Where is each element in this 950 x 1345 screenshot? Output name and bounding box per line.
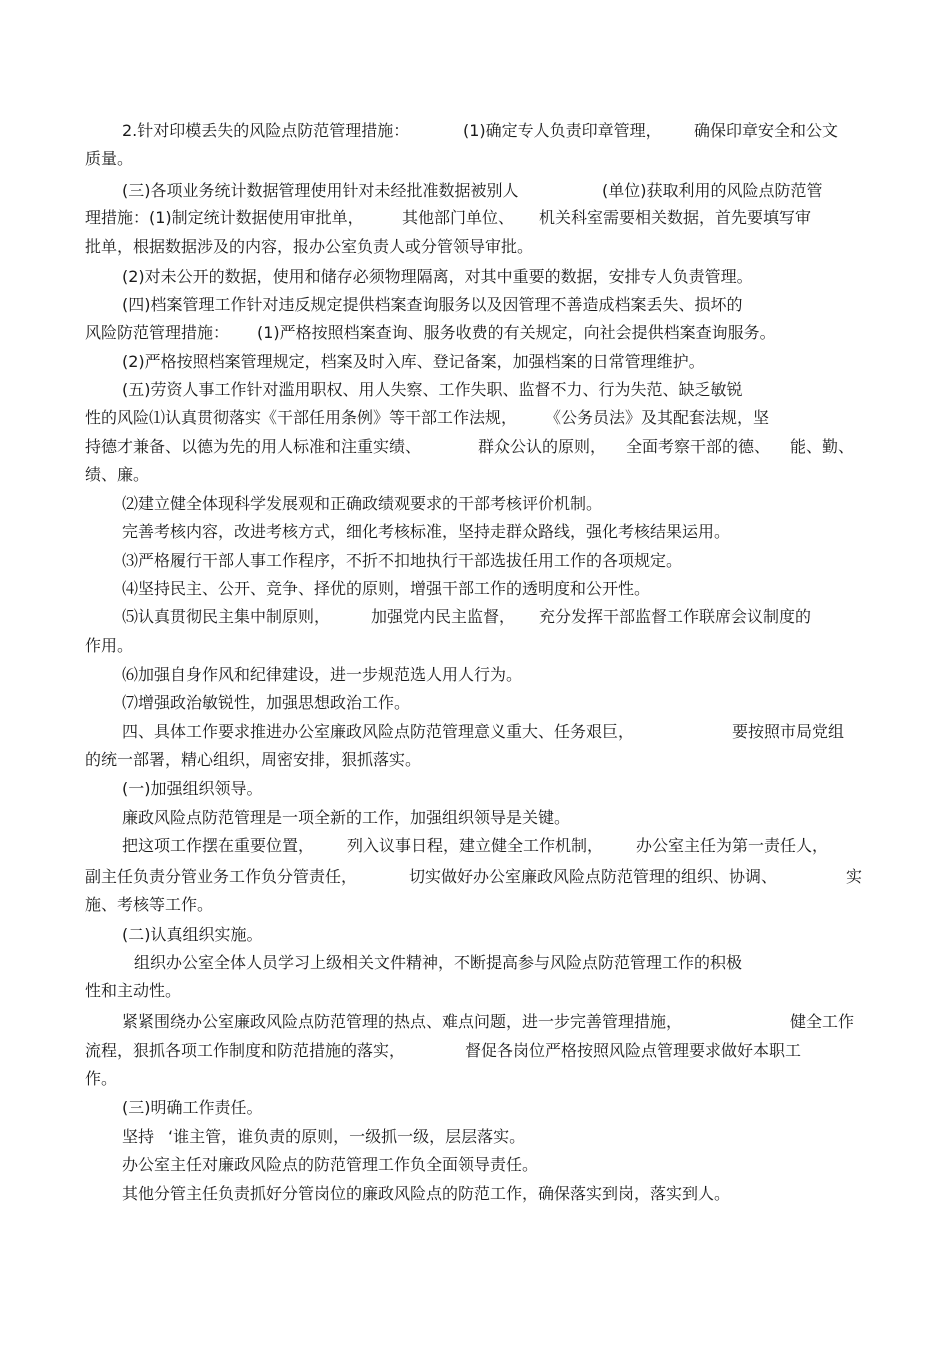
text-run: 完善考核内容，改进考核方式，细化考核标准，坚持走群众路线，强化考核结果运用。 bbox=[122, 522, 731, 541]
text-run: 群众公认的原则， bbox=[478, 437, 607, 456]
text-run: 能、勤、 bbox=[790, 437, 855, 456]
text-run: ⑶严格履行干部人事工作程序，不折不扣地执行干部选拔任用工作的各项规定。 bbox=[122, 551, 683, 570]
paragraph-line bbox=[0, 1154, 950, 1176]
text-run: (2)严格按照档案管理规定，档案及时入库、登记备案，加强档案的日常管理维护。 bbox=[122, 352, 705, 371]
text-run: 持德才兼备、以德为先的用人标准和注重实绩、 bbox=[85, 437, 422, 456]
paragraph-line bbox=[0, 952, 950, 974]
text-run: ⑵建立健全体现科学发展观和正确政绩观要求的干部考核评价机制。 bbox=[122, 494, 603, 513]
paragraph-line bbox=[0, 606, 950, 628]
text-run: 四、具体工作要求推进办公室廉政风险点防范管理意义重大、任务艰巨， bbox=[122, 722, 635, 741]
paragraph-line bbox=[0, 266, 950, 288]
text-run: ⑷坚持民主、公开、竞争、择优的原则，增强干部工作的透明度和公开性。 bbox=[122, 579, 651, 598]
text-run: ⑹加强自身作风和纪律建设，进一步规范选人用人行为。 bbox=[122, 665, 523, 684]
paragraph-line bbox=[0, 120, 950, 142]
text-run: 其他部门单位、 bbox=[402, 208, 515, 227]
text-run: 加强党内民主监督， bbox=[371, 607, 516, 626]
text-run: 作。 bbox=[85, 1069, 118, 1088]
text-run: 副主任负责分管业务工作负分管责任， bbox=[85, 867, 358, 886]
paragraph-line bbox=[0, 1183, 950, 1205]
text-run: (1)确定专人负责印章管理， bbox=[463, 121, 662, 140]
text-run: 质量。 bbox=[85, 149, 134, 168]
text-run: (三)明确工作责任。 bbox=[122, 1098, 263, 1117]
text-run: (三)各项业务统计数据管理使用针对未经批准数据被别人 bbox=[122, 181, 519, 200]
paragraph-line bbox=[0, 521, 950, 543]
paragraph-line bbox=[0, 664, 950, 686]
text-run: 批单，根据数据涉及的内容，报办公室负责人或分管领导审批。 bbox=[85, 237, 534, 256]
text-run: 流程，狠抓各项工作制度和防范措施的落实， bbox=[85, 1041, 406, 1060]
text-run: (二)认真组织实施。 bbox=[122, 925, 263, 944]
text-run: (单位)获取利用的风险点防范管 bbox=[602, 181, 823, 200]
text-run: 坚持 bbox=[122, 1127, 155, 1146]
paragraph-line bbox=[0, 294, 950, 316]
text-run: 组织办公室全体人员学习上级相关文件精神，不断提高参与风险点防范管理工作的积极 bbox=[134, 953, 743, 972]
paragraph-line bbox=[0, 351, 950, 373]
text-run: 实 bbox=[846, 867, 863, 886]
paragraph-line bbox=[0, 835, 950, 857]
paragraph-line bbox=[0, 207, 950, 229]
text-run: 切实做好办公室廉政风险点防范管理的组织、协调、 bbox=[409, 867, 778, 886]
paragraph-line bbox=[0, 894, 950, 916]
text-run: ‘谁主管，谁负责的原则，一级抓一级，层层落实。 bbox=[168, 1127, 526, 1146]
text-run: 理措施：(1)制定统计数据使用审批单， bbox=[85, 208, 364, 227]
paragraph-line bbox=[0, 1011, 950, 1033]
text-run: 督促各岗位严格按照风险点管理要求做好本职工 bbox=[465, 1041, 802, 1060]
text-run: ⑺增强政治敏锐性，加强思想政治工作。 bbox=[122, 693, 411, 712]
text-run: 要按照市局党组 bbox=[732, 722, 845, 741]
paragraph-line bbox=[0, 180, 950, 202]
text-run: 办公室主任对廉政风险点的防范管理工作负全面领导责任。 bbox=[122, 1155, 539, 1174]
text-run: 2.针对印模丢失的风险点防范管理措施： bbox=[122, 121, 410, 140]
text-run: 绩、廉。 bbox=[85, 465, 150, 484]
paragraph-line bbox=[0, 578, 950, 600]
paragraph-line bbox=[0, 436, 950, 458]
paragraph-line bbox=[0, 322, 950, 344]
text-run: 其他分管主任负责抓好分管岗位的廉政风险点的防范工作，确保落实到岗，落实到人。 bbox=[122, 1184, 731, 1203]
paragraph-line bbox=[0, 407, 950, 429]
text-run: 风险防范管理措施： bbox=[85, 323, 230, 342]
text-run: 把这项工作摆在重要位置， bbox=[122, 836, 315, 855]
text-run: 确保印章安全和公文 bbox=[694, 121, 839, 140]
text-run: (一)加强组织领导。 bbox=[122, 779, 263, 798]
paragraph-line bbox=[0, 807, 950, 829]
paragraph-line bbox=[0, 721, 950, 743]
text-run: 健全工作 bbox=[790, 1012, 855, 1031]
text-run: 列入议事日程，建立健全工作机制， bbox=[347, 836, 604, 855]
paragraph-line bbox=[0, 692, 950, 714]
paragraph-line bbox=[0, 866, 950, 888]
text-run: 机关科室需要相关数据，首先要填写审 bbox=[539, 208, 812, 227]
text-run: 的统一部署，精心组织，周密安排，狠抓落实。 bbox=[85, 750, 422, 769]
text-run: 充分发挥干部监督工作联席会议制度的 bbox=[539, 607, 812, 626]
paragraph-line bbox=[0, 635, 950, 657]
text-run: 施、考核等工作。 bbox=[85, 895, 214, 914]
paragraph-line bbox=[0, 236, 950, 258]
paragraph-line bbox=[0, 550, 950, 572]
paragraph-line bbox=[0, 1126, 950, 1148]
paragraph-line bbox=[0, 1068, 950, 1090]
text-run: ⑸认真贯彻民主集中制原则， bbox=[122, 607, 331, 626]
text-run: (五)劳资人事工作针对滥用职权、用人失察、工作失职、监督不力、行为失范、缺乏敏锐 bbox=[122, 380, 743, 399]
text-run: 性和主动性。 bbox=[85, 981, 182, 1000]
text-run: (1)严格按照档案查询、服务收费的有关规定，向社会提供档案查询服务。 bbox=[257, 323, 776, 342]
paragraph-line bbox=[0, 1097, 950, 1119]
text-run: (2)对未公开的数据，使用和储存必须物理隔离，对其中重要的数据，安排专人负责管理。 bbox=[122, 267, 753, 286]
text-run: (四)档案管理工作针对违反规定提供档案查询服务以及因管理不善造成档案丢失、损坏的 bbox=[122, 295, 743, 314]
text-run: 性的风险⑴认真贯彻落实《干部任用条例》等干部工作法规， bbox=[85, 408, 518, 427]
paragraph-line bbox=[0, 749, 950, 771]
paragraph-line bbox=[0, 493, 950, 515]
text-run: 作用。 bbox=[85, 636, 134, 655]
paragraph-line bbox=[0, 1040, 950, 1062]
paragraph-line bbox=[0, 924, 950, 946]
text-run: 紧紧围绕办公室廉政风险点防范管理的热点、难点问题，进一步完善管理措施， bbox=[122, 1012, 683, 1031]
text-run: 全面考察干部的德、 bbox=[626, 437, 771, 456]
paragraph-line bbox=[0, 778, 950, 800]
text-run: 廉政风险点防范管理是一项全新的工作，加强组织领导是关键。 bbox=[122, 808, 571, 827]
text-run: 《公务员法》及其配套法规，坚 bbox=[545, 408, 770, 427]
paragraph-line bbox=[0, 464, 950, 486]
paragraph-line bbox=[0, 379, 950, 401]
paragraph-line bbox=[0, 148, 950, 170]
paragraph-line bbox=[0, 980, 950, 1002]
text-run: 办公室主任为第一责任人， bbox=[636, 836, 829, 855]
